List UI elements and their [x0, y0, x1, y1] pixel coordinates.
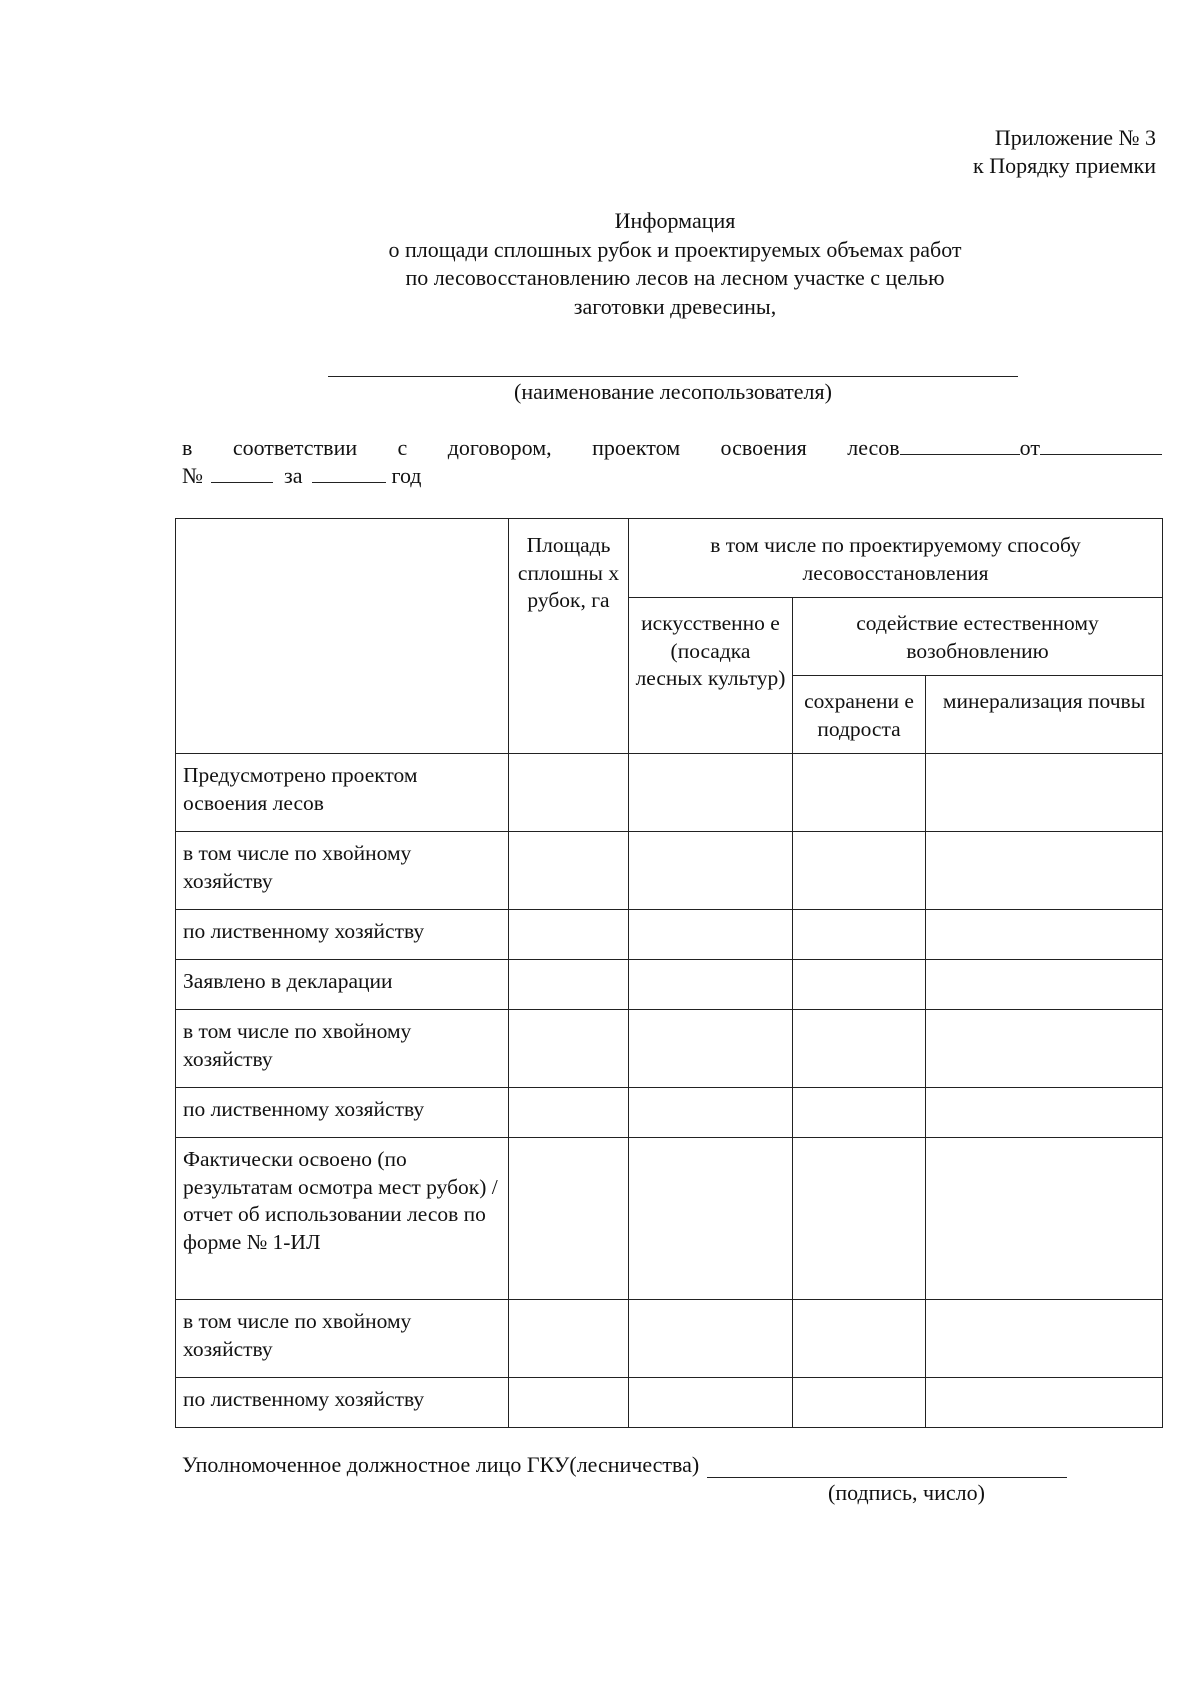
- contract-word: освоения: [720, 435, 807, 460]
- table-cell[interactable]: [926, 910, 1163, 960]
- appendix-order: к Порядку приемки: [973, 153, 1156, 178]
- table-row: [176, 832, 1163, 910]
- appendix-number: Приложение № 3: [994, 125, 1156, 150]
- contract-date-blank[interactable]: [1040, 436, 1162, 455]
- contract-word: проектом: [592, 435, 681, 460]
- forest-plan-blank[interactable]: [900, 436, 1020, 455]
- table-cell[interactable]: [629, 832, 793, 910]
- row-label: по лиственному хозяйству: [176, 1088, 509, 1138]
- table-cell[interactable]: [509, 1010, 629, 1088]
- table-header-row: [176, 519, 1163, 598]
- header-natural-regeneration: содействие естественному возобновлению: [793, 598, 1163, 676]
- row-label: по лиственному хозяйству: [176, 910, 509, 960]
- reforestation-table: [175, 518, 1163, 1428]
- contract-number-blank[interactable]: [211, 464, 273, 483]
- for-word: за: [284, 463, 303, 488]
- contract-forests: [847, 435, 1162, 461]
- table-row: [176, 910, 1163, 960]
- table-cell[interactable]: [629, 960, 793, 1010]
- header-artificial: искусственно е (посадка лесных культур): [629, 598, 793, 754]
- table-row: [176, 1300, 1163, 1378]
- forest-user-name-line[interactable]: [328, 376, 1018, 377]
- table-cell[interactable]: [926, 1088, 1163, 1138]
- row-label: по лиственному хозяйству: [176, 1378, 509, 1428]
- table-cell[interactable]: [629, 1010, 793, 1088]
- contract-line-1: [182, 435, 1162, 461]
- signature-line: [182, 1452, 1067, 1478]
- header-soil-mineralization: минерализация почвы: [926, 676, 1163, 754]
- table-cell[interactable]: [509, 1378, 629, 1428]
- table-row: [176, 1010, 1163, 1088]
- document-title: [0, 207, 1200, 321]
- header-including-method: в том числе по проектируемому способу лесовосстановления: [629, 519, 1163, 598]
- table-cell[interactable]: [793, 910, 926, 960]
- table-cell[interactable]: [926, 1300, 1163, 1378]
- header-undergrowth: сохранени е подроста: [793, 676, 926, 754]
- table-cell[interactable]: [926, 1010, 1163, 1088]
- header-area: Площадь сплошны х рубок, га: [509, 519, 629, 754]
- contract-word: договором,: [447, 435, 552, 460]
- table-cell[interactable]: [926, 960, 1163, 1010]
- contract-word: соответствии: [232, 435, 358, 460]
- table-cell[interactable]: [629, 1300, 793, 1378]
- row-label: в том числе по хвойному хозяйству: [176, 832, 509, 910]
- title-line-1: Информация: [614, 208, 736, 233]
- contract-word: лесов: [847, 435, 900, 460]
- table-cell[interactable]: [926, 754, 1163, 832]
- contract-word: с: [397, 435, 408, 460]
- table-cell[interactable]: [509, 1300, 629, 1378]
- table-cell[interactable]: [509, 960, 629, 1010]
- table-cell[interactable]: [793, 1300, 926, 1378]
- table-cell[interactable]: [629, 754, 793, 832]
- number-sign: №: [182, 463, 203, 488]
- signature-label: Уполномоченное должностное лицо ГКУ(лесничества): [182, 1452, 700, 1477]
- header-blank-cell: [176, 519, 509, 754]
- signature-caption: (подпись, число): [828, 1480, 985, 1505]
- contract-word: от: [1019, 435, 1040, 460]
- table-cell[interactable]: [509, 1088, 629, 1138]
- table-cell[interactable]: [793, 1088, 926, 1138]
- table-cell[interactable]: [793, 1010, 926, 1088]
- row-label: Заявлено в декларации: [176, 960, 509, 1010]
- signature-blank[interactable]: [707, 1455, 1067, 1478]
- contract-line-2: [182, 463, 422, 489]
- table-row: [176, 1138, 1163, 1300]
- table-cell[interactable]: [629, 910, 793, 960]
- table-row: [176, 1088, 1163, 1138]
- contract-word: в: [182, 435, 193, 460]
- table-cell[interactable]: [509, 1138, 629, 1300]
- table-cell[interactable]: [793, 960, 926, 1010]
- title-line-4: заготовки древесины,: [573, 293, 777, 319]
- table-cell[interactable]: [629, 1138, 793, 1300]
- table-row: [176, 1378, 1163, 1428]
- title-line-3: по лесовосстановлению лесов на лесном участке с целью: [405, 265, 945, 290]
- table-cell[interactable]: [509, 910, 629, 960]
- forest-user-caption: (наименование лесопользователя): [514, 379, 832, 404]
- table-cell[interactable]: [793, 754, 926, 832]
- table-row: [176, 754, 1163, 832]
- table-cell[interactable]: [926, 1138, 1163, 1300]
- title-line-2: о площади сплошных рубок и проектируемых объемах работ: [388, 236, 962, 262]
- year-word: год: [391, 463, 422, 488]
- table-cell[interactable]: [629, 1088, 793, 1138]
- table-row: [176, 960, 1163, 1010]
- row-label: Фактически освоено (по результатам осмотра мест рубок) / отчет об использовании лесов по форме № 1-ИЛ: [176, 1138, 509, 1300]
- table-cell[interactable]: [793, 1138, 926, 1300]
- row-label: в том числе по хвойному хозяйству: [176, 1300, 509, 1378]
- table-cell[interactable]: [926, 832, 1163, 910]
- table-cell[interactable]: [509, 832, 629, 910]
- row-label: Предусмотрено проектом освоения лесов: [176, 754, 509, 832]
- table-cell[interactable]: [793, 832, 926, 910]
- row-label: в том числе по хвойному хозяйству: [176, 1010, 509, 1088]
- table-cell[interactable]: [629, 1378, 793, 1428]
- year-blank[interactable]: [312, 464, 386, 483]
- table-cell[interactable]: [926, 1378, 1163, 1428]
- appendix-reference: [973, 124, 1156, 180]
- table-cell[interactable]: [793, 1378, 926, 1428]
- table-cell[interactable]: [509, 754, 629, 832]
